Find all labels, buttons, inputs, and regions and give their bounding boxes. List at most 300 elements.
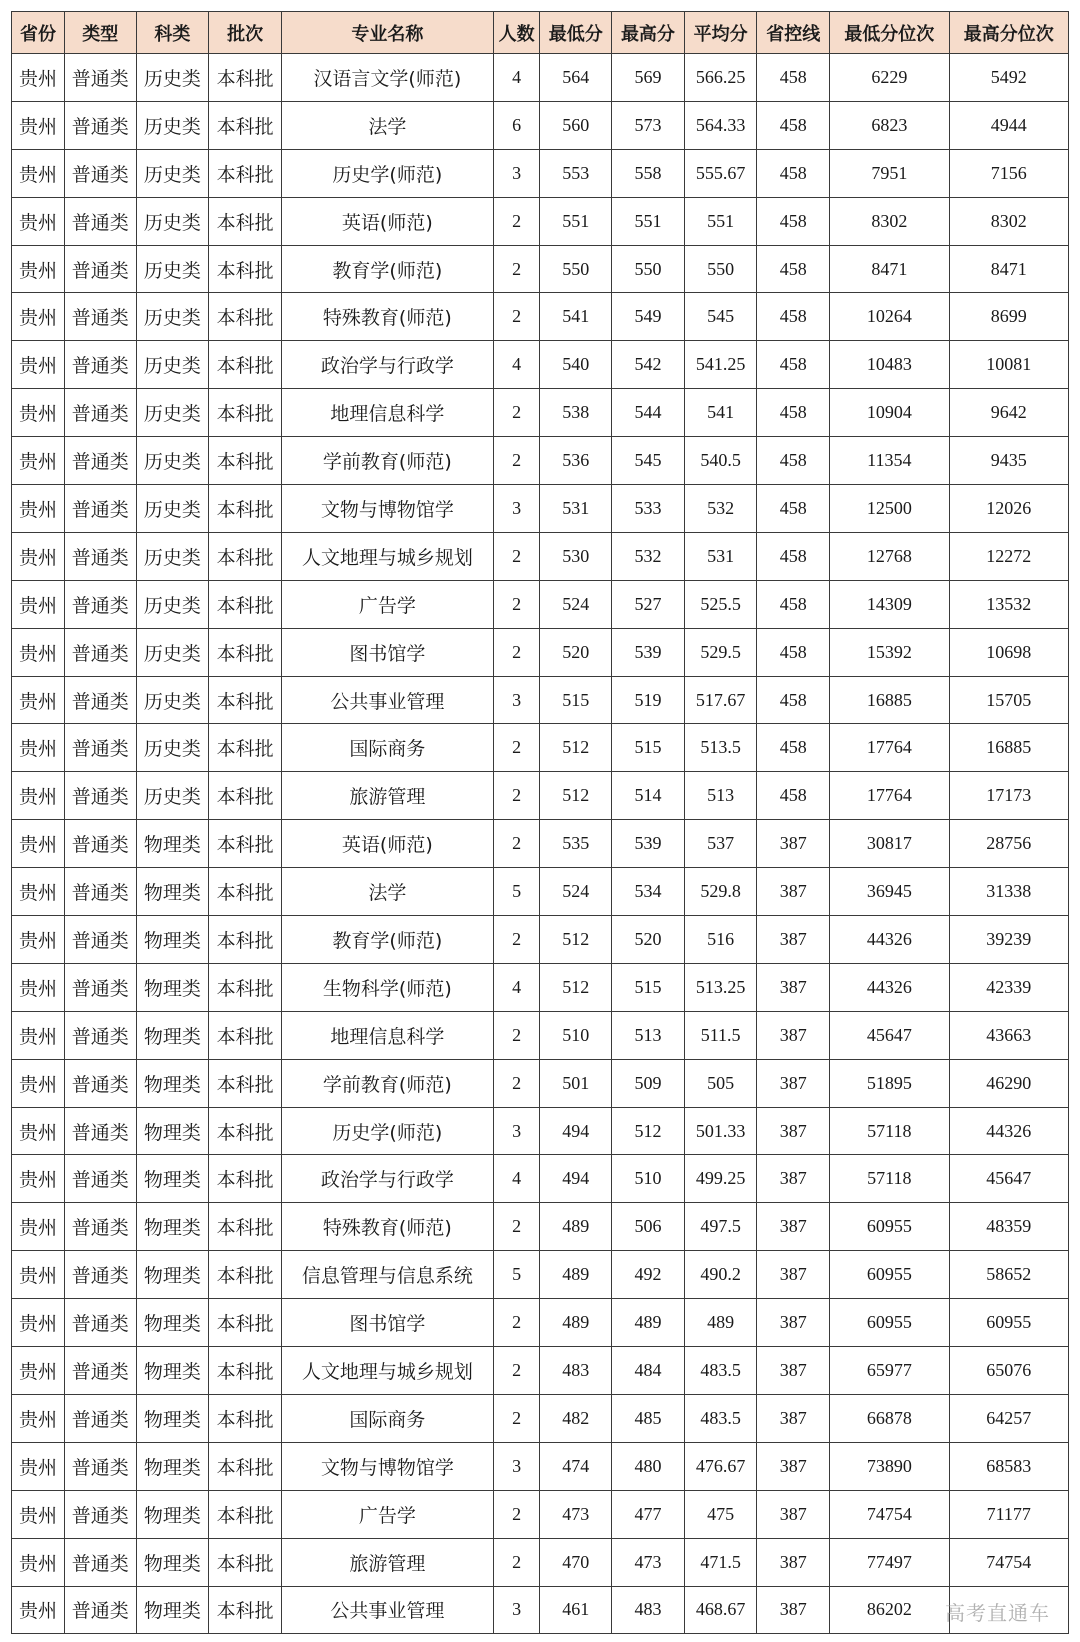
cell-enrollment-count: 5 (493, 1251, 540, 1299)
cell-min-rank: 17764 (830, 772, 949, 820)
table-row (12, 1347, 1069, 1395)
cell-major-name: 旅游管理 (281, 772, 493, 820)
table-row (12, 197, 1069, 245)
table-row (12, 437, 1069, 485)
cell-min-rank: 15392 (830, 628, 949, 676)
cell-control-line: 458 (757, 437, 830, 485)
cell-batch: 本科批 (209, 580, 282, 628)
cell-max-rank: 12026 (949, 485, 1068, 533)
cell-major-name: 人文地理与城乡规划 (281, 532, 493, 580)
table-row (12, 54, 1069, 102)
cell-subject-category: 历史类 (136, 389, 209, 437)
cell-type: 普通类 (64, 1107, 136, 1155)
table-row (12, 1203, 1069, 1251)
cell-max-score: 520 (612, 916, 685, 964)
cell-min-score: 512 (540, 963, 612, 1011)
cell-max-score: 485 (612, 1394, 685, 1442)
cell-type: 普通类 (64, 772, 136, 820)
cell-min-score: 515 (540, 676, 612, 724)
cell-avg-score: 475 (684, 1490, 757, 1538)
table-row (12, 532, 1069, 580)
cell-batch: 本科批 (209, 963, 282, 1011)
cell-avg-score: 489 (684, 1299, 757, 1347)
cell-major-name: 旅游管理 (281, 1538, 493, 1586)
table-row (12, 724, 1069, 772)
cell-control-line: 458 (757, 532, 830, 580)
cell-max-score: 512 (612, 1107, 685, 1155)
cell-min-rank: 73890 (830, 1442, 949, 1490)
cell-control-line: 458 (757, 724, 830, 772)
cell-major-name: 地理信息科学 (281, 389, 493, 437)
cell-avg-score: 499.25 (684, 1155, 757, 1203)
cell-subject-category: 历史类 (136, 245, 209, 293)
cell-province: 贵州 (12, 1059, 65, 1107)
cell-min-rank: 51895 (830, 1059, 949, 1107)
cell-major-name: 学前教育(师范) (281, 1059, 493, 1107)
cell-max-score: 489 (612, 1299, 685, 1347)
cell-avg-score: 476.67 (684, 1442, 757, 1490)
cell-type: 普通类 (64, 1155, 136, 1203)
cell-control-line: 387 (757, 963, 830, 1011)
cell-major-name: 国际商务 (281, 1394, 493, 1442)
cell-control-line: 387 (757, 868, 830, 916)
cell-min-rank: 44326 (830, 916, 949, 964)
table-row (12, 580, 1069, 628)
cell-min-score: 541 (540, 293, 612, 341)
header-avg-score: 平均分 (684, 12, 757, 54)
cell-max-score: 545 (612, 437, 685, 485)
cell-province: 贵州 (12, 101, 65, 149)
cell-major-name: 特殊教育(师范) (281, 1203, 493, 1251)
header-type: 类型 (64, 12, 136, 54)
cell-max-score: 550 (612, 245, 685, 293)
cell-max-rank: 17173 (949, 772, 1068, 820)
cell-avg-score: 513 (684, 772, 757, 820)
cell-batch: 本科批 (209, 1347, 282, 1395)
cell-min-score: 489 (540, 1299, 612, 1347)
cell-province: 贵州 (12, 724, 65, 772)
cell-avg-score: 513.25 (684, 963, 757, 1011)
cell-control-line: 458 (757, 245, 830, 293)
cell-subject-category: 物理类 (136, 1538, 209, 1586)
cell-control-line: 458 (757, 149, 830, 197)
cell-type: 普通类 (64, 676, 136, 724)
cell-min-rank: 45647 (830, 1011, 949, 1059)
cell-batch: 本科批 (209, 916, 282, 964)
cell-max-score: 573 (612, 101, 685, 149)
cell-batch: 本科批 (209, 676, 282, 724)
cell-max-score: 473 (612, 1538, 685, 1586)
cell-max-rank: 60955 (949, 1299, 1068, 1347)
cell-control-line: 387 (757, 1155, 830, 1203)
cell-min-score: 520 (540, 628, 612, 676)
cell-major-name: 历史学(师范) (281, 1107, 493, 1155)
cell-province: 贵州 (12, 197, 65, 245)
cell-major-name: 图书馆学 (281, 1299, 493, 1347)
cell-control-line: 458 (757, 485, 830, 533)
cell-max-score: 483 (612, 1586, 685, 1634)
cell-type: 普通类 (64, 532, 136, 580)
cell-type: 普通类 (64, 197, 136, 245)
cell-enrollment-count: 2 (493, 197, 540, 245)
cell-subject-category: 物理类 (136, 1203, 209, 1251)
cell-major-name: 学前教育(师范) (281, 437, 493, 485)
cell-major-name: 英语(师范) (281, 820, 493, 868)
cell-max-score: 484 (612, 1347, 685, 1395)
cell-max-score: 569 (612, 54, 685, 102)
cell-enrollment-count: 3 (493, 676, 540, 724)
cell-batch: 本科批 (209, 293, 282, 341)
cell-avg-score: 497.5 (684, 1203, 757, 1251)
cell-subject-category: 历史类 (136, 676, 209, 724)
cell-max-rank: 15705 (949, 676, 1068, 724)
cell-max-rank: 10081 (949, 341, 1068, 389)
cell-enrollment-count: 5 (493, 868, 540, 916)
table-row (12, 485, 1069, 533)
cell-max-score: 480 (612, 1442, 685, 1490)
table-row (12, 820, 1069, 868)
cell-subject-category: 物理类 (136, 916, 209, 964)
cell-batch: 本科批 (209, 1299, 282, 1347)
cell-control-line: 458 (757, 628, 830, 676)
cell-type: 普通类 (64, 1490, 136, 1538)
cell-control-line: 458 (757, 197, 830, 245)
cell-major-name: 公共事业管理 (281, 1586, 493, 1634)
table-row (12, 1394, 1069, 1442)
table-row (12, 963, 1069, 1011)
cell-max-score: 515 (612, 724, 685, 772)
cell-max-score: 513 (612, 1011, 685, 1059)
cell-enrollment-count: 4 (493, 341, 540, 389)
cell-avg-score: 471.5 (684, 1538, 757, 1586)
cell-max-rank: 10698 (949, 628, 1068, 676)
cell-batch: 本科批 (209, 1155, 282, 1203)
cell-enrollment-count: 2 (493, 1011, 540, 1059)
cell-type: 普通类 (64, 963, 136, 1011)
cell-subject-category: 物理类 (136, 1155, 209, 1203)
table-header (12, 12, 1069, 54)
cell-min-rank: 36945 (830, 868, 949, 916)
cell-subject-category: 历史类 (136, 149, 209, 197)
cell-min-rank: 66878 (830, 1394, 949, 1442)
cell-major-name: 历史学(师范) (281, 149, 493, 197)
cell-control-line: 458 (757, 54, 830, 102)
table-row (12, 868, 1069, 916)
cell-batch: 本科批 (209, 1203, 282, 1251)
cell-type: 普通类 (64, 101, 136, 149)
cell-max-score: 533 (612, 485, 685, 533)
cell-batch: 本科批 (209, 149, 282, 197)
cell-enrollment-count: 2 (493, 580, 540, 628)
cell-max-score: 549 (612, 293, 685, 341)
cell-major-name: 广告学 (281, 580, 493, 628)
cell-avg-score: 532 (684, 485, 757, 533)
cell-avg-score: 516 (684, 916, 757, 964)
cell-batch: 本科批 (209, 532, 282, 580)
cell-max-rank: 13532 (949, 580, 1068, 628)
cell-min-rank: 74754 (830, 1490, 949, 1538)
cell-min-score: 540 (540, 341, 612, 389)
cell-max-score: 510 (612, 1155, 685, 1203)
cell-min-score: 473 (540, 1490, 612, 1538)
cell-subject-category: 历史类 (136, 580, 209, 628)
cell-subject-category: 物理类 (136, 1251, 209, 1299)
cell-province: 贵州 (12, 1490, 65, 1538)
cell-type: 普通类 (64, 1586, 136, 1634)
table-row (12, 1442, 1069, 1490)
cell-batch: 本科批 (209, 245, 282, 293)
cell-min-score: 524 (540, 868, 612, 916)
cell-batch: 本科批 (209, 389, 282, 437)
cell-enrollment-count: 2 (493, 820, 540, 868)
cell-avg-score: 490.2 (684, 1251, 757, 1299)
cell-min-score: 510 (540, 1011, 612, 1059)
cell-min-rank: 8471 (830, 245, 949, 293)
cell-max-score: 558 (612, 149, 685, 197)
cell-subject-category: 物理类 (136, 1442, 209, 1490)
cell-avg-score: 551 (684, 197, 757, 245)
header-control-line: 省控线 (757, 12, 830, 54)
cell-type: 普通类 (64, 1059, 136, 1107)
cell-province: 贵州 (12, 676, 65, 724)
table-row (12, 676, 1069, 724)
cell-enrollment-count: 2 (493, 772, 540, 820)
cell-batch: 本科批 (209, 868, 282, 916)
cell-province: 贵州 (12, 245, 65, 293)
cell-type: 普通类 (64, 1203, 136, 1251)
cell-subject-category: 物理类 (136, 1394, 209, 1442)
cell-major-name: 英语(师范) (281, 197, 493, 245)
cell-control-line: 458 (757, 580, 830, 628)
cell-min-rank: 14309 (830, 580, 949, 628)
cell-enrollment-count: 3 (493, 1586, 540, 1634)
cell-enrollment-count: 2 (493, 724, 540, 772)
cell-min-score: 494 (540, 1107, 612, 1155)
cell-max-rank: 43663 (949, 1011, 1068, 1059)
cell-type: 普通类 (64, 341, 136, 389)
cell-max-rank: 58652 (949, 1251, 1068, 1299)
cell-min-rank: 77497 (830, 1538, 949, 1586)
cell-min-rank: 17764 (830, 724, 949, 772)
cell-max-rank: 42339 (949, 963, 1068, 1011)
cell-province: 贵州 (12, 1586, 65, 1634)
cell-subject-category: 物理类 (136, 963, 209, 1011)
cell-min-rank: 16885 (830, 676, 949, 724)
cell-enrollment-count: 2 (493, 1394, 540, 1442)
cell-max-score: 514 (612, 772, 685, 820)
cell-max-score: 492 (612, 1251, 685, 1299)
table-row (12, 1586, 1069, 1634)
cell-control-line: 387 (757, 1299, 830, 1347)
cell-avg-score: 511.5 (684, 1011, 757, 1059)
cell-province: 贵州 (12, 1107, 65, 1155)
cell-avg-score: 550 (684, 245, 757, 293)
cell-type: 普通类 (64, 437, 136, 485)
header-max-rank: 最高分位次 (949, 12, 1068, 54)
cell-min-rank: 12768 (830, 532, 949, 580)
cell-max-rank: 9642 (949, 389, 1068, 437)
cell-enrollment-count: 2 (493, 628, 540, 676)
cell-province: 贵州 (12, 1203, 65, 1251)
cell-province: 贵州 (12, 628, 65, 676)
cell-subject-category: 历史类 (136, 485, 209, 533)
cell-max-rank: 8302 (949, 197, 1068, 245)
cell-avg-score: 529.8 (684, 868, 757, 916)
cell-max-score: 477 (612, 1490, 685, 1538)
table-row (12, 389, 1069, 437)
cell-min-rank: 10264 (830, 293, 949, 341)
cell-min-score: 564 (540, 54, 612, 102)
cell-enrollment-count: 2 (493, 1203, 540, 1251)
cell-min-score: 512 (540, 916, 612, 964)
cell-min-rank: 57118 (830, 1107, 949, 1155)
cell-batch: 本科批 (209, 1107, 282, 1155)
cell-enrollment-count: 4 (493, 963, 540, 1011)
cell-min-rank: 10483 (830, 341, 949, 389)
cell-major-name: 生物科学(师范) (281, 963, 493, 1011)
cell-min-score: 494 (540, 1155, 612, 1203)
cell-major-name: 文物与博物馆学 (281, 485, 493, 533)
cell-min-rank: 60955 (830, 1299, 949, 1347)
cell-control-line: 387 (757, 916, 830, 964)
cell-min-score: 524 (540, 580, 612, 628)
cell-subject-category: 历史类 (136, 437, 209, 485)
cell-province: 贵州 (12, 1442, 65, 1490)
cell-min-score: 489 (540, 1251, 612, 1299)
cell-max-score: 506 (612, 1203, 685, 1251)
cell-max-rank: 12272 (949, 532, 1068, 580)
cell-province: 贵州 (12, 1347, 65, 1395)
cell-province: 贵州 (12, 293, 65, 341)
cell-enrollment-count: 2 (493, 1347, 540, 1395)
cell-min-score: 531 (540, 485, 612, 533)
cell-enrollment-count: 2 (493, 916, 540, 964)
cell-enrollment-count: 2 (493, 532, 540, 580)
cell-enrollment-count: 3 (493, 485, 540, 533)
cell-max-score: 551 (612, 197, 685, 245)
cell-avg-score: 564.33 (684, 101, 757, 149)
cell-min-score: 501 (540, 1059, 612, 1107)
cell-avg-score: 541 (684, 389, 757, 437)
cell-batch: 本科批 (209, 724, 282, 772)
cell-batch: 本科批 (209, 820, 282, 868)
cell-batch: 本科批 (209, 1490, 282, 1538)
cell-avg-score: 529.5 (684, 628, 757, 676)
header-row (12, 12, 1069, 54)
table-row (12, 1155, 1069, 1203)
cell-min-rank: 60955 (830, 1203, 949, 1251)
cell-enrollment-count: 3 (493, 149, 540, 197)
cell-avg-score: 525.5 (684, 580, 757, 628)
cell-batch: 本科批 (209, 1251, 282, 1299)
cell-type: 普通类 (64, 1011, 136, 1059)
cell-max-rank: 46290 (949, 1059, 1068, 1107)
cell-control-line: 387 (757, 1203, 830, 1251)
cell-type: 普通类 (64, 1251, 136, 1299)
cell-enrollment-count: 4 (493, 54, 540, 102)
cell-subject-category: 历史类 (136, 532, 209, 580)
cell-major-name: 法学 (281, 868, 493, 916)
cell-province: 贵州 (12, 1011, 65, 1059)
cell-min-score: 538 (540, 389, 612, 437)
cell-subject-category: 物理类 (136, 1011, 209, 1059)
cell-max-rank: 8699 (949, 293, 1068, 341)
cell-major-name: 信息管理与信息系统 (281, 1251, 493, 1299)
cell-min-rank: 86202 (830, 1586, 949, 1634)
cell-province: 贵州 (12, 532, 65, 580)
cell-control-line: 387 (757, 1011, 830, 1059)
cell-batch: 本科批 (209, 1586, 282, 1634)
cell-control-line: 458 (757, 341, 830, 389)
table-row (12, 1490, 1069, 1538)
cell-avg-score: 483.5 (684, 1394, 757, 1442)
cell-max-rank: 71177 (949, 1490, 1068, 1538)
cell-subject-category: 物理类 (136, 1490, 209, 1538)
cell-max-rank: 44326 (949, 1107, 1068, 1155)
cell-min-rank: 7951 (830, 149, 949, 197)
header-max-score: 最高分 (612, 12, 685, 54)
cell-major-name: 政治学与行政学 (281, 1155, 493, 1203)
cell-min-score: 512 (540, 724, 612, 772)
cell-province: 贵州 (12, 580, 65, 628)
cell-province: 贵州 (12, 820, 65, 868)
cell-min-rank: 11354 (830, 437, 949, 485)
header-batch: 批次 (209, 12, 282, 54)
cell-subject-category: 历史类 (136, 628, 209, 676)
cell-avg-score: 501.33 (684, 1107, 757, 1155)
cell-max-rank: 64257 (949, 1394, 1068, 1442)
cell-province: 贵州 (12, 772, 65, 820)
cell-enrollment-count: 2 (493, 1490, 540, 1538)
cell-avg-score: 555.67 (684, 149, 757, 197)
cell-type: 普通类 (64, 149, 136, 197)
cell-subject-category: 物理类 (136, 1299, 209, 1347)
cell-province: 贵州 (12, 54, 65, 102)
cell-control-line: 458 (757, 389, 830, 437)
cell-control-line: 387 (757, 820, 830, 868)
cell-control-line: 387 (757, 1059, 830, 1107)
cell-max-rank: 45647 (949, 1155, 1068, 1203)
cell-province: 贵州 (12, 1538, 65, 1586)
cell-min-rank: 10904 (830, 389, 949, 437)
admission-score-table (11, 11, 1069, 1634)
cell-type: 普通类 (64, 54, 136, 102)
cell-max-score: 515 (612, 963, 685, 1011)
table-row (12, 1107, 1069, 1155)
cell-major-name: 教育学(师范) (281, 916, 493, 964)
cell-major-name: 特殊教育(师范) (281, 293, 493, 341)
cell-batch: 本科批 (209, 1011, 282, 1059)
table-row (12, 1059, 1069, 1107)
cell-type: 普通类 (64, 1394, 136, 1442)
table-row (12, 916, 1069, 964)
cell-type: 普通类 (64, 580, 136, 628)
cell-min-score: 560 (540, 101, 612, 149)
cell-control-line: 458 (757, 293, 830, 341)
cell-subject-category: 物理类 (136, 820, 209, 868)
cell-type: 普通类 (64, 628, 136, 676)
header-min-score: 最低分 (540, 12, 612, 54)
cell-enrollment-count: 6 (493, 101, 540, 149)
cell-avg-score: 537 (684, 820, 757, 868)
cell-batch: 本科批 (209, 197, 282, 245)
table-row (12, 101, 1069, 149)
header-province: 省份 (12, 12, 65, 54)
cell-avg-score: 517.67 (684, 676, 757, 724)
cell-min-score: 536 (540, 437, 612, 485)
cell-max-rank: 48359 (949, 1203, 1068, 1251)
cell-batch: 本科批 (209, 1538, 282, 1586)
